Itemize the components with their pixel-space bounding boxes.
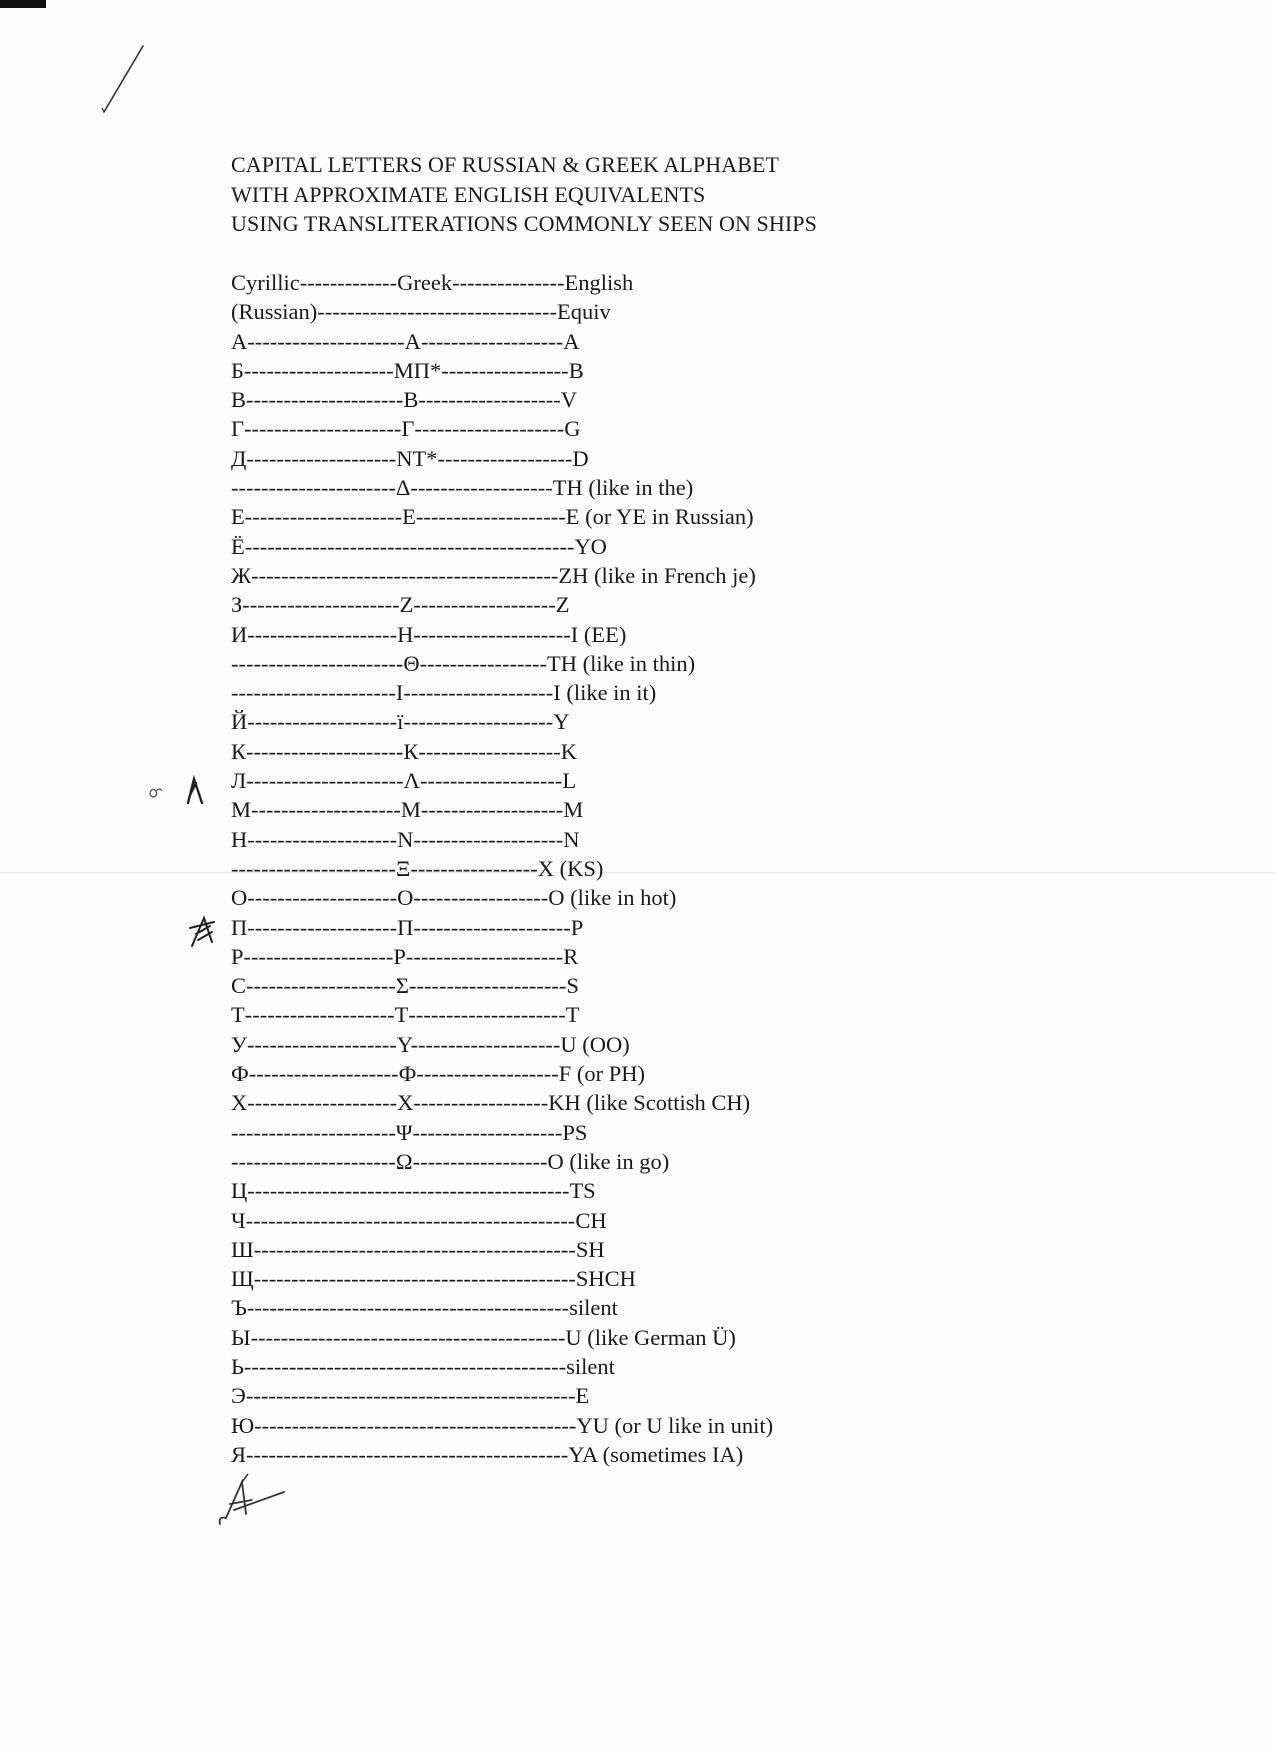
english-equivalent: P: [570, 914, 584, 940]
english-equivalent: O (like in hot): [548, 885, 677, 911]
cyrillic-letter: Ъ: [231, 1295, 247, 1321]
greek-letter: О: [397, 885, 414, 911]
greek-letter: Е: [402, 504, 416, 530]
dash-leader: --------------------: [247, 885, 398, 911]
english-equivalent: D: [572, 445, 589, 471]
alphabet-row: [231, 1235, 773, 1264]
alphabet-row: [231, 1147, 773, 1176]
dash-leader: ---------------------: [247, 328, 405, 354]
dash-leader: --------------------------------: [317, 299, 558, 325]
pen-stroke-mark: [100, 44, 150, 116]
dash-leader: -------------------------------------------: [253, 1236, 576, 1262]
dash-leader: -----------------: [441, 357, 569, 383]
cyrillic-letter: М: [231, 797, 252, 823]
english-equivalent: R: [563, 943, 579, 969]
english-equivalent: SH: [575, 1236, 605, 1262]
greek-letter: Σ: [395, 973, 409, 999]
greek-letter: І: [395, 680, 404, 706]
dash-leader: --------------------: [251, 797, 401, 823]
dash-leader: --------------------------------------------: [244, 533, 575, 559]
alphabet-row: [231, 883, 773, 912]
dash-leader: ---------------: [452, 270, 565, 295]
alphabet-row: [231, 561, 773, 590]
dash-leader: ---------------------: [408, 1002, 566, 1028]
alphabet-row: [231, 825, 773, 854]
dash-leader: ---------------------: [244, 416, 402, 442]
cyrillic-letter: Р: [231, 943, 244, 969]
dash-leader: ------------------: [437, 445, 573, 471]
greek-letter: Ф: [398, 1061, 417, 1087]
alphabet-row: [231, 620, 773, 649]
english-equivalent: silent: [566, 1353, 615, 1379]
english-equivalent: E: [575, 1383, 590, 1409]
title-line-2: WITH APPROXIMATE ENGLISH EQUIVALENTS: [231, 181, 706, 207]
english-equivalent: YO: [574, 533, 607, 559]
greek-letter: М: [400, 797, 421, 823]
alphabet-row: [231, 1411, 773, 1440]
english-equivalent: English: [564, 270, 634, 295]
cyrillic-letter: Ч: [231, 1207, 246, 1233]
dash-leader: --------------------: [246, 1031, 397, 1057]
english-equivalent: Equiv: [557, 299, 611, 325]
greek-letter: МП*: [393, 357, 442, 383]
alphabet-row: [231, 327, 773, 356]
english-equivalent: YU (or U like in unit): [576, 1412, 774, 1438]
dash-leader: --------------------: [247, 621, 398, 647]
dash-leader: --------------------: [415, 504, 566, 530]
dash-leader: ---------------------: [246, 387, 404, 413]
cyrillic-letter: Д: [231, 445, 247, 471]
english-equivalent: A: [563, 328, 580, 354]
alphabet-row: [231, 1206, 773, 1235]
alphabet-row: [231, 707, 773, 736]
dash-leader: ------------------------------------------: [250, 1324, 566, 1350]
cyrillic-letter: О: [231, 885, 248, 911]
alphabet-row: [231, 1352, 773, 1381]
dash-leader: ---------------------: [246, 768, 404, 794]
greek-letter: NT*: [396, 445, 438, 471]
alphabet-row: [231, 1118, 773, 1147]
dash-leader: --------------------: [246, 973, 396, 999]
dash-leader: --------------------: [247, 826, 398, 852]
english-equivalent: TH (like in the): [552, 475, 694, 501]
dash-leader: -------------------------------------------: [254, 1412, 577, 1438]
alphabet-row: [231, 649, 773, 678]
alphabet-row: [231, 1030, 773, 1059]
dash-leader: --------------------: [403, 709, 554, 735]
greek-letter: Λ: [403, 768, 420, 794]
alphabet-row: [231, 1264, 773, 1293]
dash-leader: ----------------------: [231, 1119, 396, 1145]
cyrillic-letter: (Russian): [231, 299, 318, 325]
dash-leader: -------------------------------------------: [247, 1178, 570, 1204]
english-equivalent: U (like German Ü): [565, 1324, 736, 1350]
cyrillic-letter: Ы: [231, 1324, 251, 1350]
alphabet-row: [231, 737, 773, 766]
alphabet-row: [231, 385, 773, 414]
dash-leader: --------------------: [247, 914, 398, 940]
handwritten-initial-signature: [212, 1470, 288, 1530]
alphabet-row: [231, 444, 773, 473]
greek-letter: Greek: [397, 270, 453, 295]
cyrillic-letter: К: [231, 738, 247, 764]
english-equivalent: V: [560, 387, 578, 413]
document-title: [231, 150, 817, 239]
cyrillic-letter: Н: [231, 826, 248, 852]
alphabet-row: [231, 942, 773, 971]
english-equivalent: I (EE): [570, 621, 627, 647]
dash-leader: -------------------: [420, 328, 564, 354]
cyrillic-letter: А: [231, 328, 248, 354]
english-equivalent: L: [562, 768, 577, 794]
dash-leader: --------------------: [248, 1061, 399, 1087]
dash-leader: -------------------------------------------: [246, 1441, 569, 1467]
alphabet-row: [231, 1176, 773, 1205]
english-equivalent: M: [563, 797, 584, 823]
alphabet-row: [231, 678, 773, 707]
cyrillic-letter: У: [231, 1031, 247, 1057]
english-equivalent: SHCH: [575, 1266, 636, 1292]
cyrillic-letter: С: [231, 973, 247, 999]
alphabet-row: [231, 1293, 773, 1322]
cyrillic-letter: И: [231, 621, 248, 647]
english-equivalent: TH (like in thin): [546, 650, 696, 676]
dash-leader: ----------------------: [231, 1148, 396, 1174]
dash-leader: -------------------: [419, 768, 563, 794]
cyrillic-letter: Б: [231, 357, 244, 383]
english-equivalent: K: [560, 738, 578, 764]
greek-letter: П: [397, 914, 414, 940]
greek-letter: Δ: [395, 475, 411, 501]
title-line-3: USING TRANSLITERATIONS COMMONLY SEEN ON SHIPS: [231, 211, 817, 236]
cyrillic-letter: Ё: [231, 533, 245, 559]
english-equivalent: TS: [569, 1178, 596, 1204]
greek-letter: Y: [396, 1031, 411, 1057]
title-line-1: CAPITAL LETTERS OF RUSSIAN & GREEK ALPHABET: [231, 152, 780, 177]
cyrillic-letter: З: [231, 592, 243, 618]
dash-leader: ------------------: [413, 1090, 549, 1116]
dash-leader: --------------------------------------------: [245, 1207, 576, 1233]
dash-leader: -------------------: [416, 1061, 559, 1087]
greek-letter: Х: [397, 1090, 414, 1116]
handwritten-lambda-annotation: [146, 773, 208, 807]
english-equivalent: ZH (like in French je): [558, 562, 756, 588]
dash-leader: ---------------------: [242, 592, 400, 618]
alphabet-row: [231, 795, 773, 824]
cyrillic-letter: Т: [231, 1002, 245, 1028]
dash-leader: --------------------: [403, 680, 554, 706]
dash-leader: ------------------: [413, 885, 549, 911]
greek-letter: А: [404, 328, 421, 354]
dash-leader: ---------------------: [408, 973, 567, 999]
english-equivalent: B: [568, 357, 584, 383]
dash-leader: ---------------------: [246, 738, 404, 764]
cyrillic-letter: Ж: [231, 562, 252, 588]
cyrillic-letter: Л: [231, 768, 247, 794]
alphabet-row: [231, 1381, 773, 1410]
greek-letter: Р: [393, 943, 406, 969]
cyrillic-letter: П: [231, 914, 248, 940]
cyrillic-letter: Ь: [231, 1353, 244, 1379]
alphabet-row: [231, 502, 773, 531]
dash-leader: --------------------: [413, 826, 564, 852]
english-equivalent: silent: [569, 1295, 618, 1321]
alphabet-row: [231, 356, 773, 385]
alphabet-row: [231, 1000, 773, 1029]
dash-leader: --------------------: [246, 445, 397, 471]
greek-letter: Z: [399, 592, 414, 618]
dash-leader: --------------------: [243, 357, 394, 383]
cyrillic-letter: Е: [231, 504, 245, 530]
greek-letter: Ψ: [395, 1119, 413, 1145]
alphabet-row: [231, 590, 773, 619]
dash-leader: ----------------------: [231, 475, 396, 501]
alphabet-row: [231, 297, 773, 326]
alphabet-row: [231, 971, 773, 1000]
english-equivalent: Z: [555, 592, 570, 618]
english-equivalent: F (or PH): [558, 1061, 646, 1087]
dash-leader: --------------------: [410, 1031, 561, 1057]
greek-letter: Ω: [395, 1148, 413, 1174]
cyrillic-letter: Ю: [231, 1412, 255, 1438]
alphabet-row: [231, 854, 773, 883]
english-equivalent: CH: [575, 1207, 607, 1233]
english-equivalent: N: [563, 826, 580, 852]
cyrillic-letter: Я: [231, 1441, 247, 1467]
cyrillic-letter: В: [231, 387, 247, 413]
cyrillic-letter: Х: [231, 1090, 248, 1116]
dash-leader: -----------------: [410, 855, 538, 881]
dash-leader: -----------------: [419, 650, 547, 676]
dash-leader: --------------------: [412, 1119, 563, 1145]
dash-leader: --------------------: [414, 416, 565, 442]
greek-letter: Θ: [403, 650, 420, 676]
english-equivalent: PS: [562, 1119, 588, 1145]
cyrillic-letter: Й: [231, 709, 248, 735]
cyrillic-letter: Ф: [231, 1061, 249, 1087]
alphabet-row: [231, 414, 773, 443]
dash-leader: -----------------------: [231, 650, 404, 676]
cyrillic-letter: Г: [231, 416, 245, 442]
alphabet-row: [231, 766, 773, 795]
cyrillic-letter: Cyrillic: [231, 270, 300, 295]
english-equivalent: E (or YE in Russian): [565, 504, 754, 530]
greek-letter: Н: [397, 621, 414, 647]
alphabet-table: [231, 268, 773, 1469]
english-equivalent: KH (like Scottish CH): [548, 1090, 751, 1116]
dash-leader: --------------------: [244, 1002, 395, 1028]
dash-leader: -------------------------------------------: [243, 1353, 567, 1379]
greek-letter: Т: [394, 1002, 409, 1028]
alphabet-row: [231, 1088, 773, 1117]
scan-corner-mark: [0, 0, 46, 8]
dash-leader: --------------------: [247, 1090, 398, 1116]
handwritten-scribble-annotation: [186, 914, 220, 950]
english-equivalent: X (KS): [537, 855, 604, 881]
dash-leader: ---------------------: [244, 504, 403, 530]
cyrillic-letter: Ш: [231, 1236, 254, 1262]
dash-leader: -------------------: [410, 475, 553, 501]
dash-leader: -------------------: [420, 797, 564, 823]
alphabet-row: [231, 473, 773, 502]
cyrillic-letter: Э: [231, 1383, 246, 1409]
cyrillic-letter: Ц: [231, 1178, 248, 1204]
dash-leader: -----------------------------------------: [251, 562, 559, 588]
english-equivalent: U (OO): [560, 1031, 630, 1057]
greek-letter: В: [403, 387, 419, 413]
greek-letter: N: [397, 826, 414, 852]
dash-leader: --------------------: [247, 709, 398, 735]
english-equivalent: YA (sometimes IA): [568, 1441, 744, 1467]
alphabet-row: [231, 1323, 773, 1352]
dash-leader: --------------------: [243, 943, 394, 969]
dash-leader: ------------------: [412, 1148, 548, 1174]
dash-leader: --------------------------------------------: [245, 1383, 576, 1409]
dash-leader: ---------------------: [413, 621, 571, 647]
greek-letter: Ξ: [395, 855, 411, 881]
cyrillic-letter: Щ: [231, 1266, 254, 1292]
alphabet-row: [231, 1440, 773, 1469]
dash-leader: -------------------------------------------: [253, 1266, 576, 1292]
greek-letter: Г: [401, 416, 415, 442]
english-equivalent: Y: [553, 709, 570, 735]
greek-letter: К: [403, 738, 419, 764]
dash-leader: ---------------------: [405, 943, 564, 969]
dash-leader: -------------: [299, 270, 398, 295]
english-equivalent: I (like in it): [553, 680, 657, 706]
dash-leader: -------------------------------------------: [246, 1295, 570, 1321]
dash-leader: -------------------: [418, 738, 561, 764]
dash-leader: -------------------: [413, 592, 556, 618]
alphabet-row: [231, 532, 773, 561]
english-equivalent: O (like in go): [547, 1148, 670, 1174]
english-equivalent: G: [564, 416, 581, 442]
dash-leader: -------------------: [418, 387, 561, 413]
alphabet-row: [231, 268, 773, 297]
greek-letter: ї: [397, 709, 404, 735]
english-equivalent: S: [566, 973, 579, 999]
dash-leader: ----------------------: [231, 855, 396, 881]
dash-leader: ---------------------: [413, 914, 571, 940]
alphabet-row: [231, 1059, 773, 1088]
alphabet-row: [231, 913, 773, 942]
english-equivalent: T: [565, 1002, 580, 1028]
dash-leader: ----------------------: [231, 680, 396, 706]
